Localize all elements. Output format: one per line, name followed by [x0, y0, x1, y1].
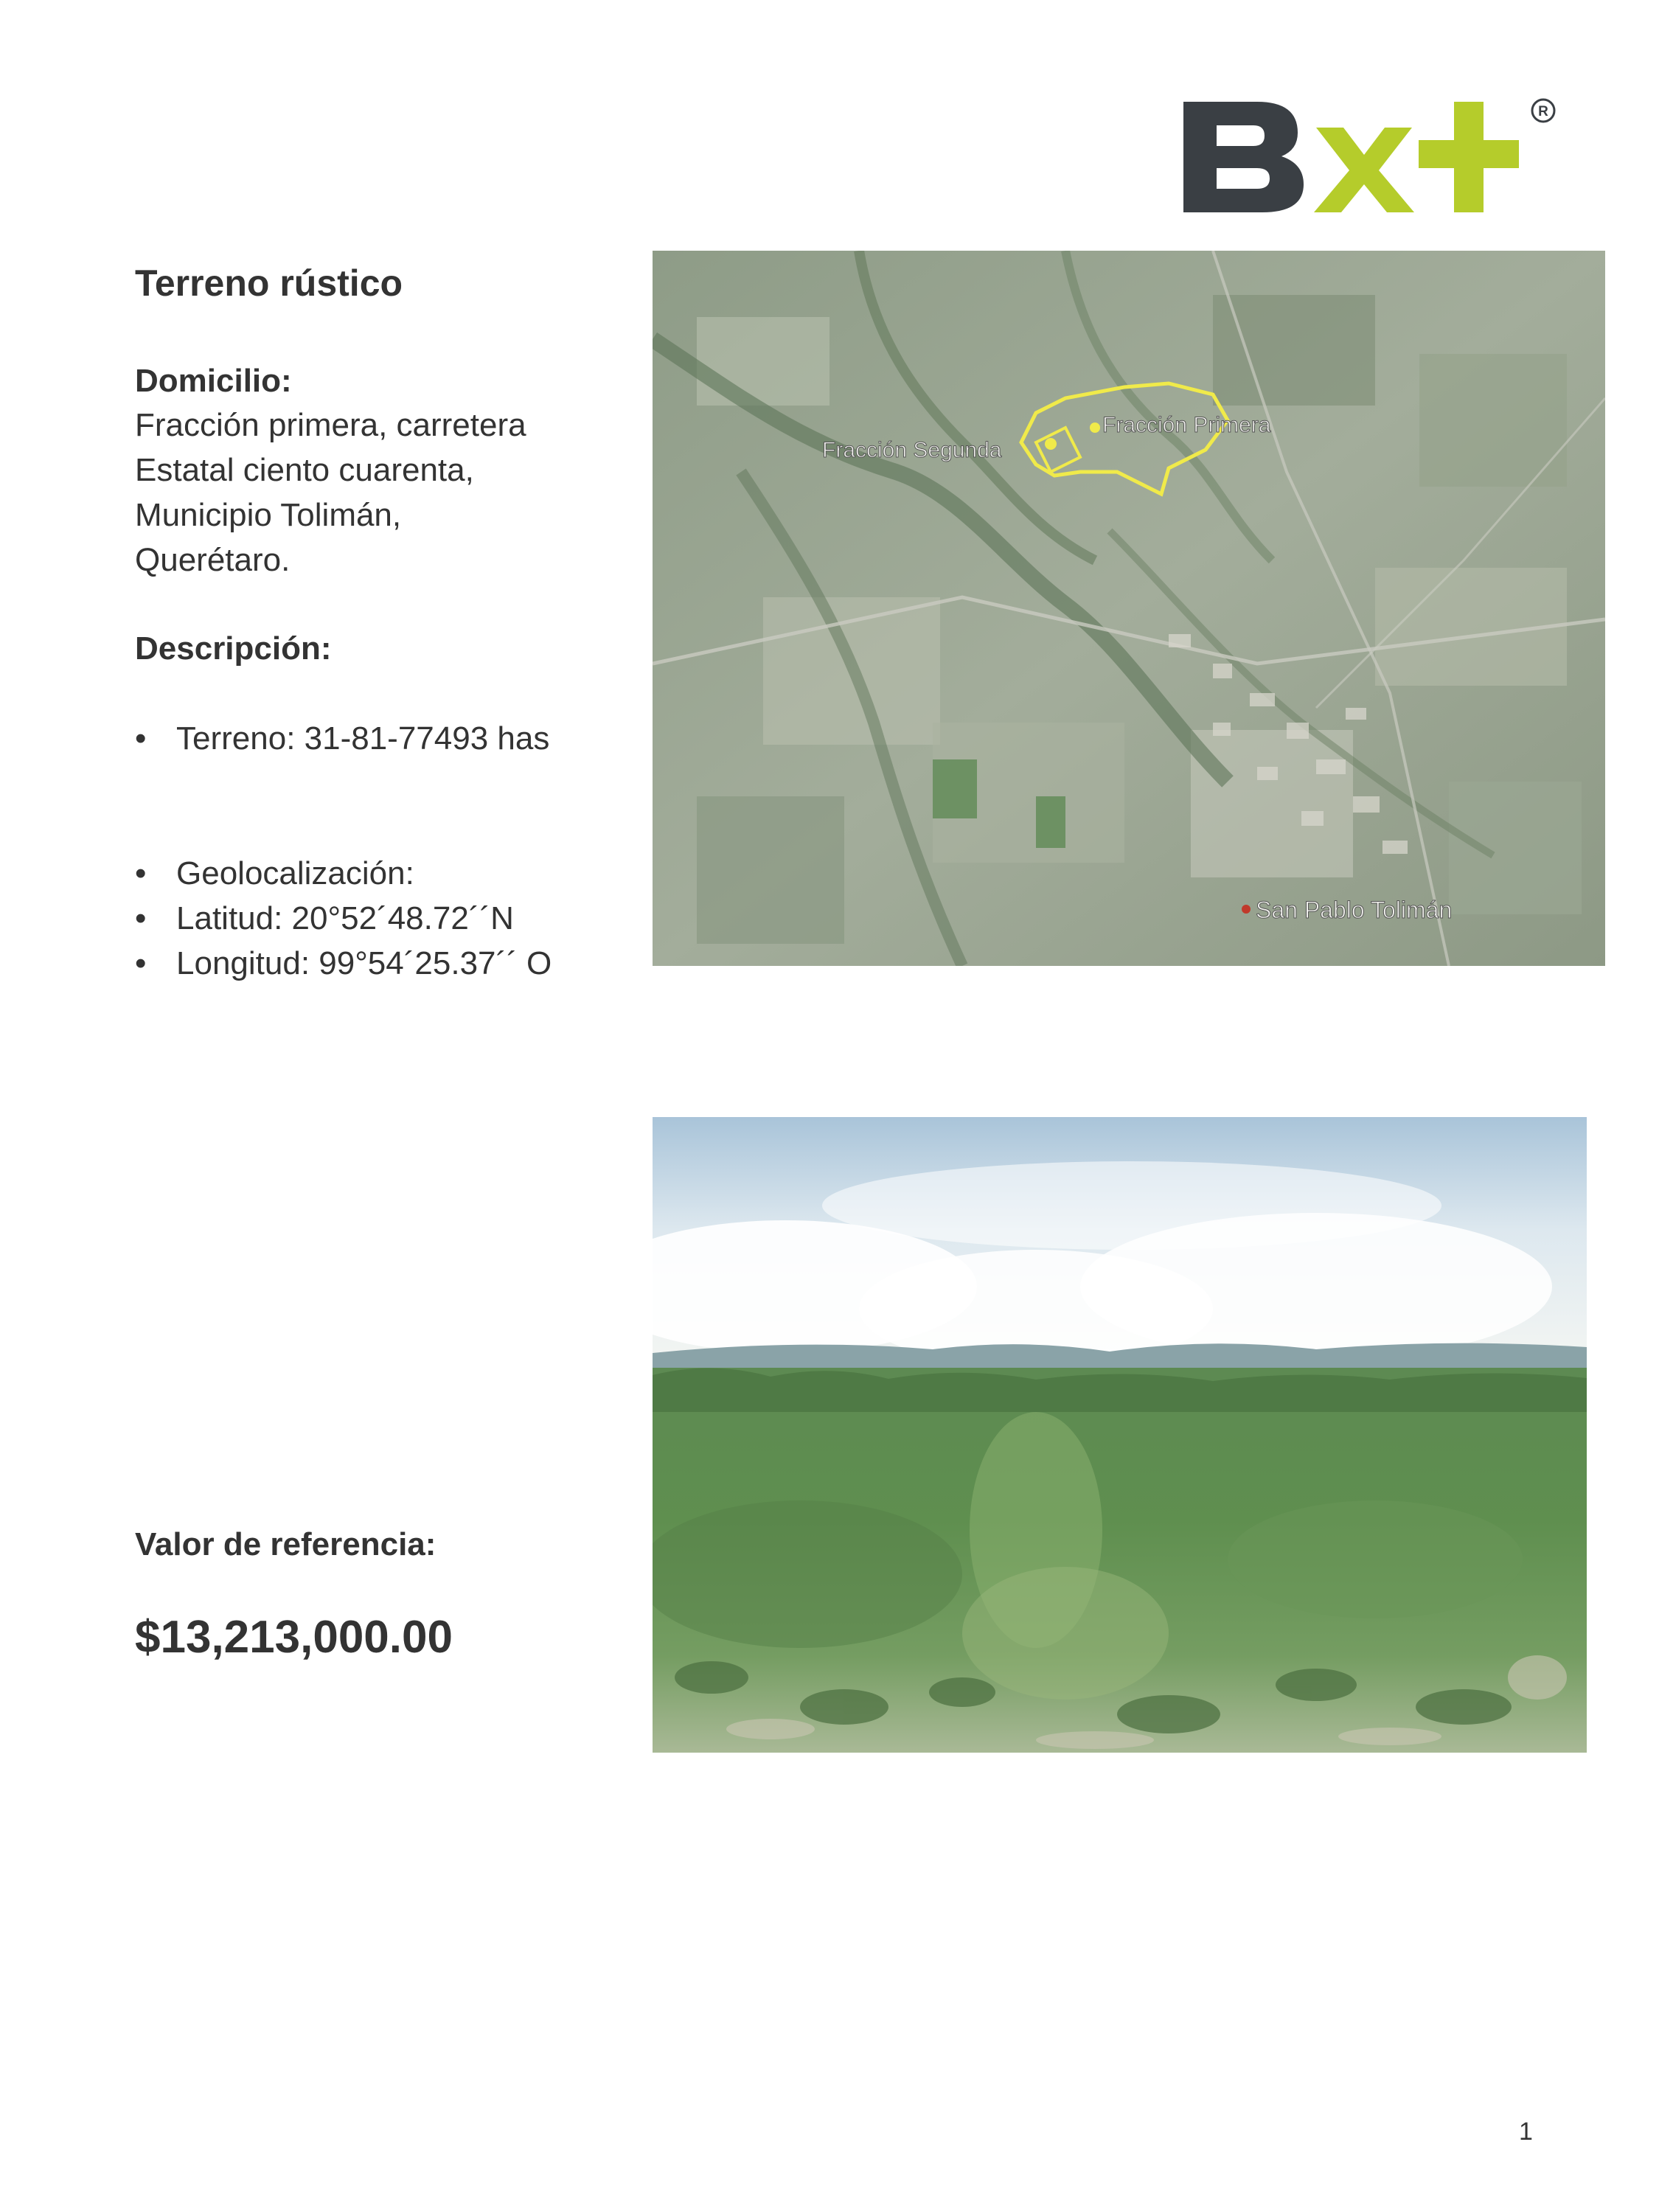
price-heading: Valor de referencia:	[135, 1526, 437, 1562]
page-number: 1	[1519, 2118, 1533, 2146]
address-line: Fracción primera, carretera	[135, 407, 526, 443]
bullet-icon: •	[135, 945, 147, 981]
bullet-icon: •	[135, 720, 147, 757]
bullet-item	[135, 945, 552, 982]
address-line: Querétaro.	[135, 542, 291, 578]
bx-plus-logo	[1180, 94, 1556, 220]
bullet-item	[135, 720, 549, 757]
address-line: Municipio Tolimán,	[135, 497, 402, 533]
bullet-text: Geolocalización:	[176, 855, 414, 891]
svg-text:R: R	[1538, 104, 1548, 119]
bullet-icon: •	[135, 900, 147, 936]
bullet-text: Longitud: 99°54´25.37´´ O	[176, 945, 552, 981]
property-title: Terreno rústico	[135, 262, 403, 304]
bullet-text: Terreno: 31-81-77493 has	[176, 720, 550, 757]
bullet-text: Latitud: 20°52´48.72´´N	[176, 900, 514, 936]
bullet-icon: •	[135, 855, 147, 891]
map-label-town: San Pablo Tolimán	[1256, 897, 1453, 923]
description-heading: Descripción:	[135, 630, 332, 667]
logo-graphic	[1180, 94, 1556, 220]
bullet-item	[135, 855, 414, 892]
aerial-map-image	[653, 251, 1605, 966]
map-label-fraccion-primera: Fracción Primera	[1102, 413, 1271, 437]
aerial-map-graphic	[653, 251, 1605, 966]
landscape-photo	[653, 1117, 1587, 1753]
map-label-fraccion-segunda: Fracción Segunda	[822, 438, 1002, 462]
bullet-item	[135, 900, 514, 937]
price-value: $13,213,000.00	[135, 1612, 453, 1663]
address-heading: Domicilio:	[135, 363, 292, 399]
landscape-graphic	[653, 1117, 1587, 1753]
address-line: Estatal ciento cuarenta,	[135, 452, 474, 488]
